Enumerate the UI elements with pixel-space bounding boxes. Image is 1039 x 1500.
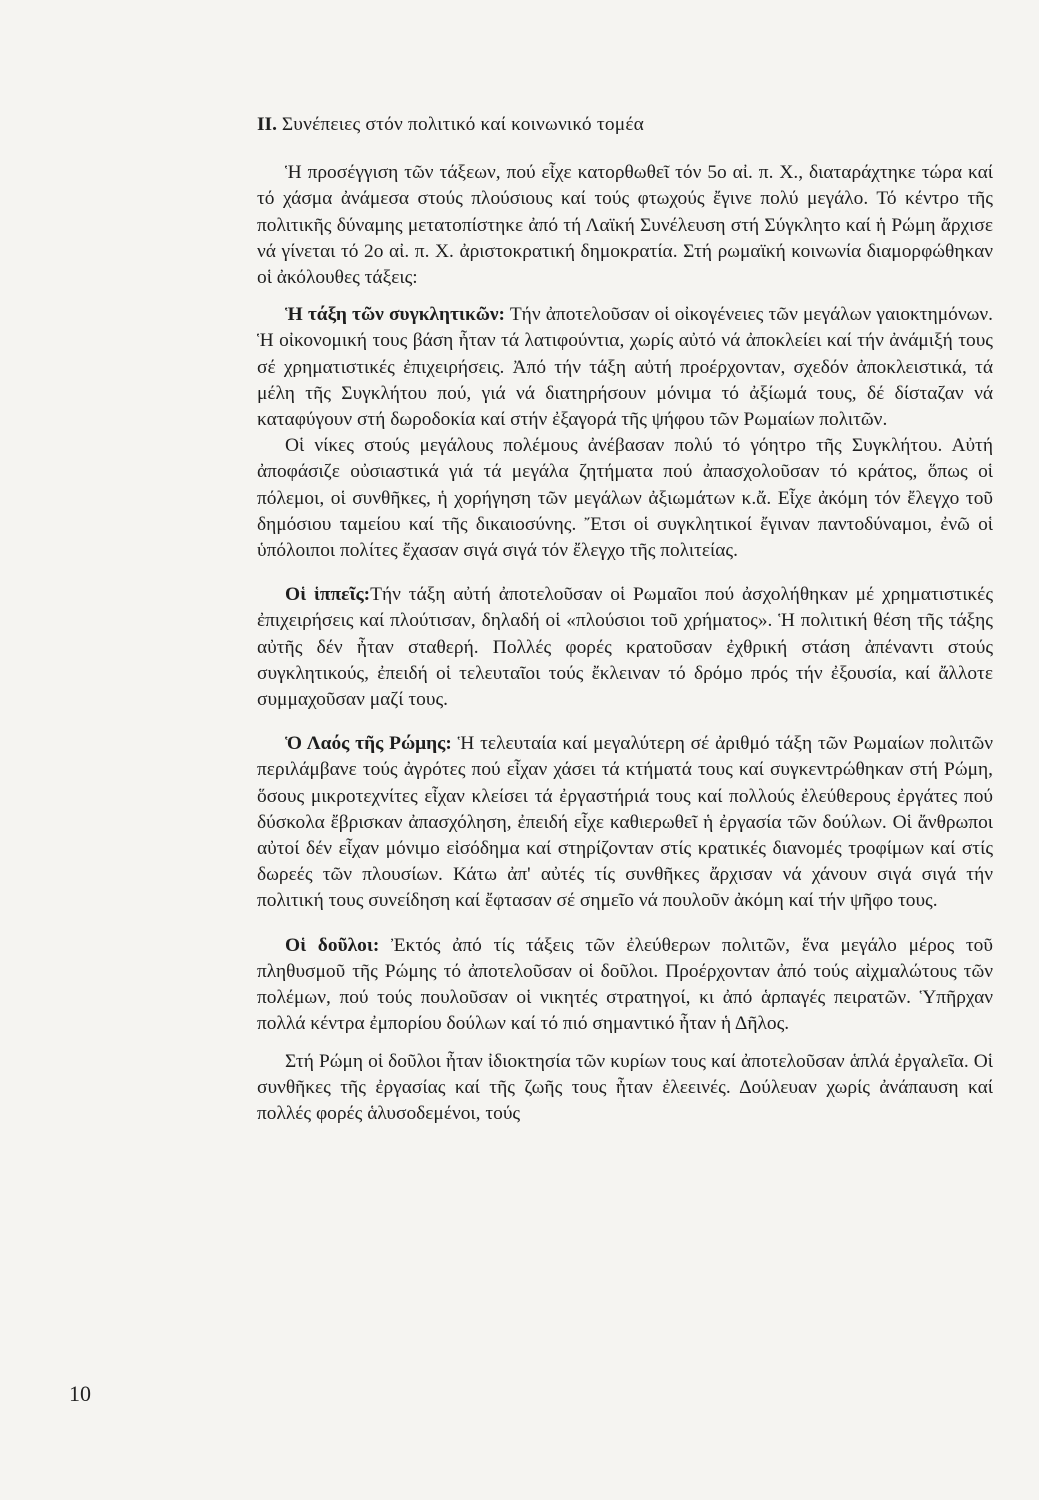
paragraph-senators: [257, 302, 993, 433]
section-heading: [257, 112, 993, 138]
paragraph-intro: [257, 160, 993, 291]
paragraph-label: Οἱ δοῦλοι:: [285, 934, 380, 956]
page-content: [257, 112, 993, 1127]
paragraph-slave-conditions: [257, 1049, 993, 1128]
page-number: 10: [69, 1381, 91, 1406]
paragraph-text: Ἡ τελευταία καί μεγαλύτερη σέ ἀριθμό τάξη τῶν Ρωμαίων πολιτῶν περιλάμβανε τούς ἀγρότες πού εἶχαν χάσει τά κτήματά τους καί συγκεντρώθηκαν στή Ρώμη, ὅσους μικροτεχνίτες εἶχαν κλείσει τά ἐργαστήριά τους καί πολλούς ἐλεύθερους ἐργάτες πού δύσκολα ἔβρισκαν ἀπασχόληση, ἐπειδή εἶχε καθιερωθεῖ ἡ ἐργασία τῶν δούλων. Οἱ ἄνθρωποι αὐτοί δέν εἶχαν μόνιμο εἰσόδημα καί στηρίζονταν στίς κρατικές διανομές τροφίμων καί στίς δωρεές τῶν πλουσίων. Κάτω ἀπ' αὐτές τίς συνθῆκες ἄρχισαν νά χάνουν σιγά σιγά τήν πολιτική τους συνείδηση καί ἔφτασαν σέ σημεῖο νά πουλοῦν ἀκόμη καί τήν ψῆφο τους.: [257, 733, 993, 912]
paragraph-text: Ἐκτός ἀπό τίς τάξεις τῶν ἐλεύθερων πολιτῶν, ἕνα μεγάλο μέρος τοῦ πληθυσμοῦ τῆς Ρώμης τό ἀποτελοῦσαν οἱ δοῦλοι. Προέρχονταν ἀπό τούς αἰχμαλώτους τῶν πολέμων, πού τούς πουλοῦσαν οἱ νικητές στρατηγοί, κι ἀπό ἁρπαγές πειρατῶν. Ὑπῆρχαν πολλά κέντρα ἐμπορίου δούλων καί τό πιό σημαντικό ἦταν ἡ Δῆλος.: [257, 934, 993, 1035]
paragraph-text: Στή Ρώμη οἱ δοῦλοι ἦταν ἰδιοκτησία τῶν κυρίων τους καί ἀποτελοῦσαν ἁπλά ἐργαλεῖα. Οἱ συνθῆκες τῆς ἐργασίας καί τῆς ζωῆς τους ἦταν ἐλεεινές. Δούλευαν χωρίς ἀνάπαυση καί πολλές φορές ἁλυσοδεμένοι, τούς: [257, 1050, 993, 1124]
section-title: Συνέπειες στόν πολιτικό καί κοινωνικό τομέα: [281, 114, 645, 135]
paragraph-text: Τήν ἀποτελοῦσαν οἱ οἰκογένειες τῶν μεγάλων γαιοκτημόνων. Ἡ οἰκονομική τους βάση ἦταν τά λατιφούντια, χωρίς αὐτό νά ἀποκλείει καί τήν ἀνάμιξή τους σέ χρηματιστικές ἐπιχειρήσεις. Ἀπό τήν τάξη αὐτή προέρχονταν, σχεδόν ἀποκλειστικά, τά μέλη τῆς Συγκλήτου πού, γιά νά διατηρήσουν μόνιμα τό ἀξίωμά τους, δέ δίσταζαν νά καταφύγουν στή δωροδοκία καί στήν ἐξαγορά τῆς ψήφου τῶν Ρωμαίων πολιτῶν.: [257, 304, 993, 431]
paragraph-label: Οἱ ἱππεῖς:: [285, 584, 371, 606]
paragraph-people: [257, 731, 993, 914]
paragraph-text: Ἡ προσέγγιση τῶν τάξεων, πού εἶχε κατορθωθεῖ τόν 5ο αἰ. π. Χ., διαταράχτηκε τώρα καί τό χάσμα ἀνάμεσα στούς πλούσιους καί τούς φτωχούς ἔγινε πολύ μεγάλο. Τό κέντρο τῆς πολιτικῆς δύναμης μετατοπίστηκε ἀπό τή Λαϊκή Συνέλευση στή Σύγκλητο καί ἡ Ρώμη ἄρχισε νά γίνεται τό 2ο αἰ. π. Χ. ἀριστοκρατική δημοκρατία. Στή ρωμαϊκή κοινωνία διαμορφώθηκαν οἱ ἀκόλουθες τάξεις:: [257, 162, 993, 289]
section-number: II.: [257, 114, 277, 135]
paragraph-label: Ὁ Λαός τῆς Ρώμης:: [285, 733, 452, 755]
paragraph-equites: [257, 582, 993, 713]
paragraph-senate-power: [257, 433, 993, 564]
paragraph-label: Ἡ τάξη τῶν συγκλητικῶν:: [285, 304, 505, 326]
paragraph-slaves: [257, 933, 993, 1038]
paragraph-text: Τήν τάξη αὐτή ἀποτελοῦσαν οἱ Ρωμαῖοι πού ἀσχολήθηκαν μέ χρηματιστικές ἐπιχειρήσεις καί πλούτισαν, δηλαδή οἱ «πλούσιοι τοῦ χρήματος». Ἡ πολιτική θέση τῆς τάξης αὐτῆς δέν ἦταν σταθερή. Πολλές φορές κρατοῦσαν ἐχθρική στάση ἀπέναντι στούς συγκλητικούς, ἐπειδή οἱ τελευταῖοι τούς ἔκλειναν τό δρόμο πρός τήν ἐξουσία, καί ἄλλοτε συμμαχοῦσαν μαζί τους.: [257, 584, 994, 711]
paragraph-text: Οἱ νίκες στούς μεγάλους πολέμους ἀνέβασαν πολύ τό γόητρο τῆς Συγκλήτου. Αὐτή ἀποφάσιζε οὐσιαστικά γιά τά μεγάλα ζητήματα πού ἀπασχολοῦσαν τό κράτος, ὅπως οἱ πόλεμοι, οἱ συνθῆκες, ἡ χορήγηση τῶν μεγάλων ἀξιωμάτων κ.ἄ. Εἶχε ἀκόμη τόν ἔλεγχο τοῦ δημόσιου ταμείου καί τῆς δικαιοσύνης. Ἔτσι οἱ συγκλητικοί ἔγιναν παντοδύναμοι, ἐνῶ οἱ ὑπόλοιποι πολίτες ἔχασαν σιγά σιγά τόν ἔλεγχο τῆς πολιτείας.: [257, 435, 993, 562]
